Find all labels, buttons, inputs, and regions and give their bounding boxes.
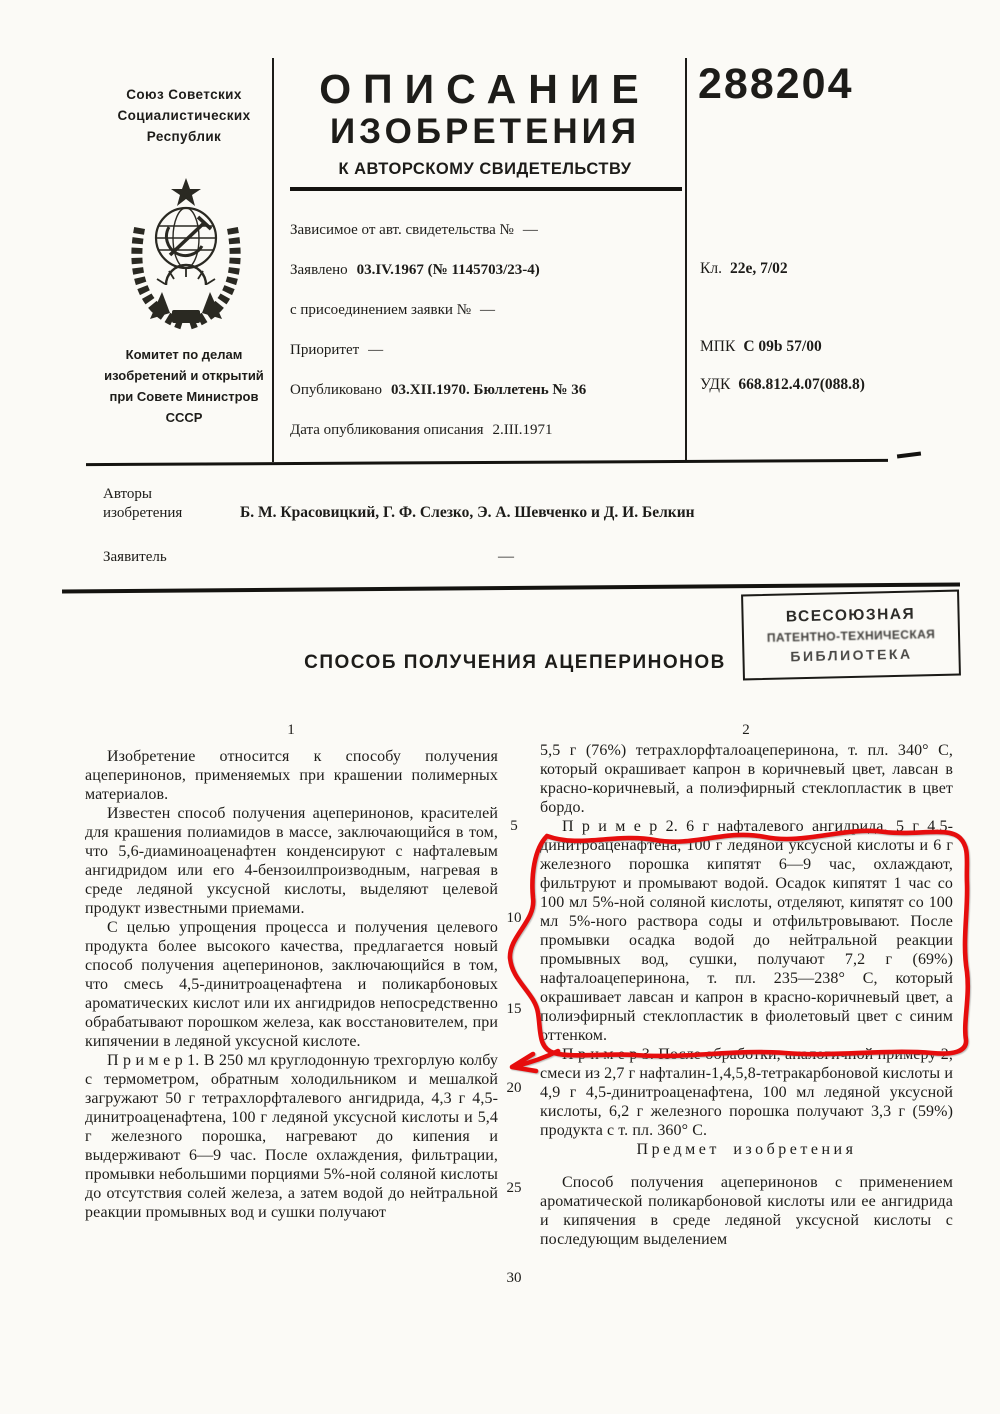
line-number: 5 bbox=[510, 818, 518, 834]
field-label: Приоритет bbox=[290, 342, 360, 358]
paragraph: 5,5 г (76%) тетрахлорфталоацеперинона, т. пл. 340° С, который окрашивает капрон в коричневый цвет, лавсан в красно-коричневый, а полиэфирный стеклопластик в цвет бордо. bbox=[540, 742, 953, 816]
marker-arrowhead bbox=[512, 1054, 536, 1071]
committee-line: СССР bbox=[165, 410, 203, 425]
column-number-2: 2 bbox=[742, 722, 750, 738]
field-label: УДК bbox=[700, 376, 731, 393]
line-number: 10 bbox=[506, 910, 522, 926]
star-icon bbox=[171, 178, 201, 206]
line-number: 15 bbox=[506, 1001, 522, 1017]
classification-class bbox=[700, 260, 980, 278]
union-name bbox=[92, 84, 276, 147]
field-label: МПК bbox=[700, 338, 736, 355]
field-row-dependent bbox=[290, 222, 682, 242]
text-column-2 bbox=[540, 741, 953, 1249]
section-rule bbox=[62, 582, 960, 593]
paragraph: С целью упрощения процесса и получения целевого продукта более высокого качества, предлагается новый способ получения ацеперинонов, заключающийся в том, что смесь 4,5-динитроаценафтена и поликарбоновых ароматических кислот или их ангидридов непосредственно обрабатывают порошком железа, как восстановителем, при кипячении в ледяной уксусной кислоте. bbox=[85, 919, 498, 1050]
field-label: Дата опубликования описания bbox=[290, 422, 484, 438]
applicant-value: — bbox=[498, 548, 514, 565]
paragraph: П р и м е р 1. В 250 мл круглодонную трехгорлую колбу с термометром, обратным холодильником и мешалкой загружают 50 г тетрахлорфталевого ангидрида, 4,3 г 4,5-динитроаценафтена, 100 г ледяной уксусной кислоты и 5,4 г железного порошка, нагревают до кипения и выдерживают 6—9 час. После охлаждения, фильтрации, промывки небольшими порциями 5%-ной соляной кислоты до отсутствия солей железа, а затем водой до нейтральной реакции промывных вод и сушки получают bbox=[85, 1052, 498, 1221]
field-label: Зависимое от авт. свидетельства № bbox=[290, 222, 514, 238]
paragraph-example-2: П р и м е р 2. 6 г нафталевого ангидрида, 5 г 4,5-динитроаценафтена, 100 г ледяной уксусной кислоты и 6 г железного порошка кипятят 6—9 час, охлаждают, фильтруют и промывают водой. Осадок кипятят 1 час со 100 мл 5%-ной соляной кислоты, отделяют, кипятят со 100 мл 5%-ного раствора соды и отфильтровывают. После промывки осадка водой до нейтральной реакции промывных вод, сушки, получают 7,2 г (69%) нафталоацеперинона, т. пл. 235—238° С, который окрашивает лавсан и капрон в красно-коричневый цвет, а полиэфирный стеклопластик в фиолетовый цвет с синим оттенком. bbox=[540, 818, 953, 1044]
stamp-line: БИБЛИОТЕКА bbox=[790, 645, 913, 665]
patent-number: 288204 bbox=[698, 60, 854, 108]
bibliographic-fields bbox=[290, 222, 682, 462]
field-row-published bbox=[290, 382, 682, 402]
field-value: 03.IV.1967 (№ 1145703/23-4) bbox=[356, 262, 540, 278]
field-row-filed bbox=[290, 262, 682, 282]
text-column-1 bbox=[85, 747, 498, 1222]
committee-line: Комитет по делам bbox=[125, 347, 243, 362]
doc-type-title-line2: ИЗОБРЕТЕНИЯ bbox=[329, 112, 640, 151]
masthead-right-divider bbox=[685, 58, 687, 462]
authors-label-line2: изобретения bbox=[103, 505, 183, 521]
subtitle-underline bbox=[290, 187, 682, 191]
field-value: — bbox=[522, 222, 538, 238]
field-row-priority bbox=[290, 342, 682, 362]
field-value: 2.III.1971 bbox=[492, 422, 553, 438]
field-row-joined-application bbox=[290, 302, 682, 322]
union-name-line: Республик bbox=[146, 129, 222, 144]
union-name-line: Союз Советских bbox=[126, 87, 242, 102]
column-number-1: 1 bbox=[287, 722, 295, 738]
stamp-line: ПАТЕНТНО-ТЕХНИЧЕСКАЯ bbox=[766, 627, 936, 645]
claims-heading: Предмет изобретения bbox=[636, 1141, 857, 1158]
classification-mpk bbox=[700, 338, 980, 356]
claims-paragraph: Способ получения ацеперинонов с применением ароматической поликарбоновой кислоты или ее ангидрида и кипячения в среде ледяной уксусной кислоты с последующим выделением bbox=[540, 1174, 953, 1248]
union-name-line: Социалистических bbox=[117, 108, 251, 123]
masthead-rule-dash bbox=[897, 452, 921, 459]
authors-names: Б. М. Красовицкий, Г. Ф. Слезко, Э. А. Шевченко и Д. И. Белкин bbox=[240, 504, 695, 521]
applicant-label: Заявитель bbox=[103, 549, 167, 565]
classification-udk bbox=[700, 376, 980, 394]
field-value: С 09b 57/00 bbox=[743, 338, 822, 355]
ussr-state-emblem bbox=[116, 172, 256, 336]
paragraph: П р и м е р 3. После обработки, аналогичной примеру 2, смеси из 2,7 г нафталин-1,4,5,8-тетракарбоновой кислоты и 4,9 г 4,5-динитроаценафтена, 100 мл ледяной уксусной кислоты, 6,2 г железного порошка получают 3,3 г (59%) продукта с т. пл. 360° С. bbox=[540, 1046, 954, 1139]
field-label: с присоединением заявки № bbox=[290, 302, 472, 318]
committee-line: при Совете Министров bbox=[109, 389, 259, 404]
paragraph: Изобретение относится к способу получения ацеперинонов, применяемых при крашении полимерных материалов. bbox=[85, 748, 498, 803]
line-number: 25 bbox=[506, 1180, 522, 1196]
line-number: 20 bbox=[506, 1080, 522, 1096]
field-value: 22е, 7/02 bbox=[729, 260, 788, 277]
field-value: — bbox=[480, 302, 496, 318]
field-label: Кл. bbox=[700, 260, 722, 277]
field-value: 668.812.4.07(088.8) bbox=[738, 376, 865, 393]
field-value: 03.XII.1970. Бюллетень № 36 bbox=[391, 382, 587, 398]
invention-title: СПОСОБ ПОЛУЧЕНИЯ АЦЕПЕРИНОНОВ bbox=[304, 652, 726, 673]
field-row-description-date bbox=[290, 422, 682, 442]
field-label: Заявлено bbox=[290, 262, 348, 278]
committee-name bbox=[88, 344, 280, 428]
authors-label-line1: Авторы bbox=[103, 486, 152, 502]
paragraph: Известен способ получения ацеперинонов, красителей для крашения полиамидов в массе, заключающийся в том, что 5,6-диаминоаценафтен конденсируют с нафталевым ангидридом или его 4-бензоилпроизводным, нагревая в среде ледяной уксусной кислоты, выделяют целевой продукт известными приемами. bbox=[85, 805, 498, 917]
doc-type-title-line1: ОПИСАНИЕ bbox=[319, 66, 651, 112]
stamp-line: ВСЕСОЮЗНАЯ bbox=[785, 605, 916, 626]
field-label: Опубликовано bbox=[290, 382, 383, 398]
committee-line: изобретений и открытий bbox=[104, 368, 264, 383]
ribbon-center bbox=[172, 310, 200, 323]
doc-type-subtitle: К АВТОРСКОМУ СВИДЕТЕЛЬСТВУ bbox=[338, 160, 632, 178]
line-number: 30 bbox=[506, 1270, 522, 1286]
field-value: — bbox=[368, 342, 384, 358]
